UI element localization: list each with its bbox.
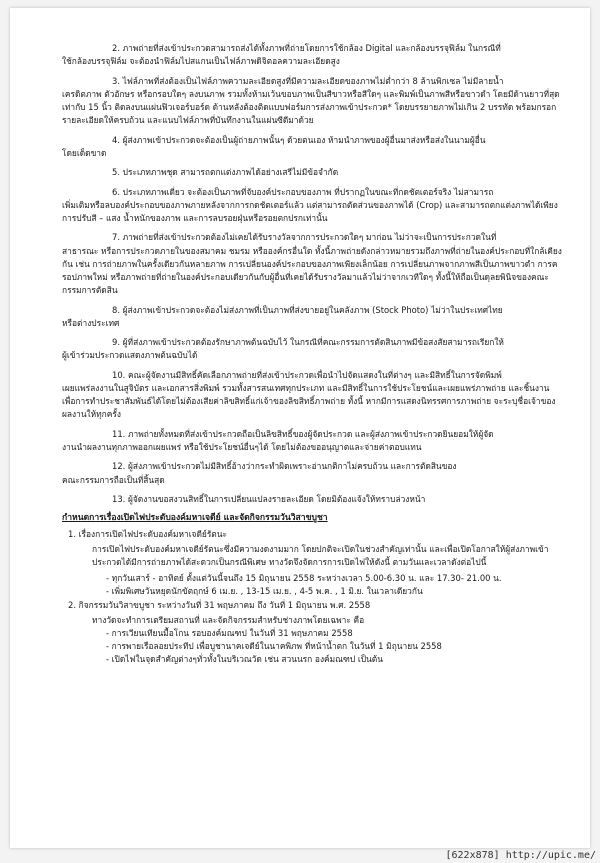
rule-item-7: 7. ภาพถ่ายที่ส่งเข้าประกวดต้องไม่เคยได้รับรางวัลจากการประกวดใดๆ มาก่อน ไม่ว่าจะเป็นการประกวดในที่ สาธารณะ หรือการประกวดภายในของสมาคม ชมรม หรือองค์กรอื่นใด ทั้งนี้ภาพถ่ายดังกล่าวหมายรวมถึงภาพที่ถ่ายในองค์ประกอบที่ใกล้เคียงกัน เช่น การถ่ายภาพในครั้งเดียวกันหลายภาพ การเปลี่ยนองค์ประกอบของภาพเพียงเล็กน้อย การเปลี่ยนภาพจากภาพสีเป็นภาพขาวดำ การครอปภาพใหม่ หรือภาพถ่ายที่ถ่ายในองค์ประกอบเดียวกันกับผู้อื่นที่เคยได้รับรางวัลมาแล้วไม่ว่าจากเวทีใดๆ ทั้งนี้ให้ถือเป็นดุลยพินิจของคณะกรรมการตัดสิน [62, 232, 562, 296]
rule-item-3: 3. ไฟล์ภาพที่ส่งต้องเป็นไฟล์ภาพความละเอียดสูงที่มีความละเอียดของภาพไม่ต่ำกว่า 8 ล้านพิกเซล ไม่มีลายน้ำ เครดิตภาพ ตัวอักษร หรือกรอบใดๆ ลงบนภาพ รวมทั้งห้ามเว้นขอบภาพเป็นสีขาวหรือสีใดๆ และพิมพ์เป็นภาพสีหรือขาวดำ โดยมีด้านยาวที่สุดเท่ากับ 15 นิ้ว ติดลงบนแผ่นฟิวเจอร์บอร์ด ด้านหลังต้องติดแบบฟอร์มการส่งภาพเข้าประกวด* โดยบรรยายภาพไม่เกิน 2 บรรทัด พร้อมกรอกรายละเอียดให้ครบถ้วน และแนบไฟล์ภาพที่บันทึกงานในแผ่นซีดีมาด้วย [62, 75, 560, 126]
schedule-item-1-title: 1. เรื่องการเปิดไฟประดับองค์มหาเจดีย์รัตนะ [68, 528, 227, 539]
schedule-item-1-body: การเปิดไฟประดับองค์มหาเจดีย์รัตนะซึ่งมีความงดงามมาก โดยปกติจะเปิดในช่วงสำคัญเท่านั้น และเพื่อเปิดโอกาสให้ผู้ส่งภาพเข้าประกวดได้มีการถ่ายภาพได้สะดวกเป็นกรณีพิเศษ ทางวัดจึงจัดการการเปิดไฟให้ดังนี้ ตามวันและเวลาดังต่อไปนี้ [92, 543, 549, 567]
rule-item-4: 4. ผู้ส่งภาพเข้าประกวดจะต้องเป็นผู้ถ่ายภาพนั้นๆ ด้วยตนเอง ห้ามนำภาพของผู้อื่นมาส่งหรือส่งในนามผู้อื่น โดยเด็ดขาด [62, 134, 486, 158]
rule-item-12: 12. ผู้ส่งภาพเข้าประกวดไม่มีสิทธิ์อ้างว่ากระทำผิดเพราะอ่านกติกาไม่ครบถ้วน และการตัดสินของ คณะกรรมการถือเป็นที่สิ้นสุด [62, 461, 457, 485]
rule-item-5: 5. ประเภทภาพชุด สามารถตกแต่งภาพได้อย่างเสรีไม่มีข้อจำกัด [112, 167, 339, 178]
schedule-item-1-bullet: - เพิ่มพิเศษวันหยุดนักขัตฤกษ์ 6 เม.ย. , 13-15 เม.ย. , 4-5 พ.ค. , 1 มิ.ย. ในเวลาเดียวกัน [106, 586, 423, 597]
document-page [10, 8, 590, 848]
schedule-item-2-bullet: - เปิดไฟในจุดสำคัญต่างๆทั่วทั้งในบริเวณวัด เช่น สวนนรก องค์มณฑป เป็นต้น [106, 654, 383, 665]
rule-item-6: 6. ประเภทภาพเดี่ยว จะต้องเป็นภาพที่จับองค์ประกอบของภาพ ที่ปรากฏในขณะที่กดชัตเตอร์จริง ไม่สามารถ เพิ่มเติมหรือลบองค์ประกอบของภาพภายหลังจากการกดชัตเตอร์แล้ว แต่สามารถตัดส่วนของภาพได้ (Crop) และสามารถตกแต่งภาพได้เพียงการปรับสี – แสง น้ำหนักของภาพ และการลบรอยฝุ่นหรือรอยตกปรกเท่านั้น [62, 186, 558, 223]
schedule-heading: กำหนดการเรื่องเปิดไฟประดับองค์มหาเจดีย์ และจัดกิจกรรมวันวิสาขบูชา [62, 513, 328, 524]
schedule-item-1-bullet: - ทุกวันเสาร์ - อาทิตย์ ตั้งแต่วันนี้จนถึง 15 มิถุนายน 2558 ระหว่างเวลา 5.00-6.30 น. และ 17.30- 21.00 น. [106, 573, 502, 584]
rule-item-13: 13. ผู้จัดงานขอสงวนสิทธิ์ในการเปลี่ยนแปลงรายละเอียด โดยมิต้องแจ้งให้ทราบล่วงหน้า [112, 493, 426, 504]
rule-item-11: 11. ภาพถ่ายทั้งหมดที่ส่งเข้าประกวดถือเป็นลิขสิทธิ์ของผู้จัดประกวด และผู้ส่งภาพเข้าประกวดยินยอมให้ผู้จัด งานนำผลงานทุกภาพออกเผยแพร่ หรือใช้ประโยชน์อื่นๆได้ โดยไม่ต้องขออนุญาตและจ่ายค่าตอบแทน [62, 428, 494, 452]
document-body [62, 42, 562, 667]
rule-item-8: 8. ผู้ส่งภาพเข้าประกวดจะต้องไม่ส่งภาพที่เป็นภาพที่ส่งขายอยู่ในคลังภาพ (Stock Photo) ไม่ว่าในประเทศไทย หรือต่างประเทศ [62, 304, 503, 328]
schedule-item-2-bullet: - การพายเรือลอยประทีป เพื่อบูชานาคเจดีย์ในนาคพิภพ ที่หน้าน้ำตก ในวันที่ 1 มิถุนายน 2558 [106, 641, 442, 652]
rule-item-9: 9. ผู้ที่ส่งภาพเข้าประกวดต้องรักษาภาพต้นฉบับไว้ ในกรณีที่คณะกรรมการตัดสินภาพมีข้อสงสัยสามารถเรียกให้ ผู้เข้าร่วมประกวดแสดงภาพต้นฉบับได้ [62, 337, 504, 361]
image-host-footer: [622x878] http://upic.me/ [445, 850, 596, 861]
schedule-item-2-title: 2. กิจกรรมวันวิสาขบูชา ระหว่างวันที่ 31 พฤษภาคม ถึง วันที่ 1 มิถุนายน พ.ศ. 2558 [68, 599, 371, 610]
rule-item-2: 2. ภาพถ่ายที่ส่งเข้าประกวดสามารถส่งได้ทั้งภาพที่ถ่ายโดยการใช้กล้อง Digital และกล้องบรรจุฟิล์ม ในกรณีที่ ใช้กล้องบรรจุฟิล์ม จะต้องนำฟิล์มไปสแกนเป็นไฟล์ภาพดิจิตอลความละเอียดสูง [62, 43, 501, 67]
schedule-item-2-intro: ทางวัดจะทำการเตรียมสถานที่ และจัดกิจกรรมสำหรับช่างภาพโดยเฉพาะ คือ [92, 614, 365, 625]
schedule-item-2-bullet: - การเวียนเทียนมื้อโกน รอบองค์มณฑป ในวันที่ 31 พฤษภาคม 2558 [106, 627, 353, 638]
rule-item-10: 10. คณะผู้จัดงานมีสิทธิ์คัดเลือกภาพถ่ายที่ส่งเข้าประกวดเพื่อนำไปจัดแสดงในที่ต่างๆ และมีสิทธิ์ในการจัดพิมพ์ เผยแพร่ลงงานในสูจิบัตร และเอกสารสิ่งพิมพ์ รวมทั้งสารสนเทศทุกประเภท และมีสิทธิ์ในการใช้ประโยชน์และเผยแพร่ภาพถ่าย และชิ้นงาน เพื่อการทำประชาสัมพันธ์ได้โดยไม่ต้องเสียค่าลิขสิทธิ์แก่เจ้าของลิขสิทธิ์ภาพถ่าย ทั้งนี้ หากมีการแสดงนิทรรศการภาพถ่าย จะระบุชื่อเจ้าของผลงานให้ทุกครั้ง [62, 369, 556, 420]
